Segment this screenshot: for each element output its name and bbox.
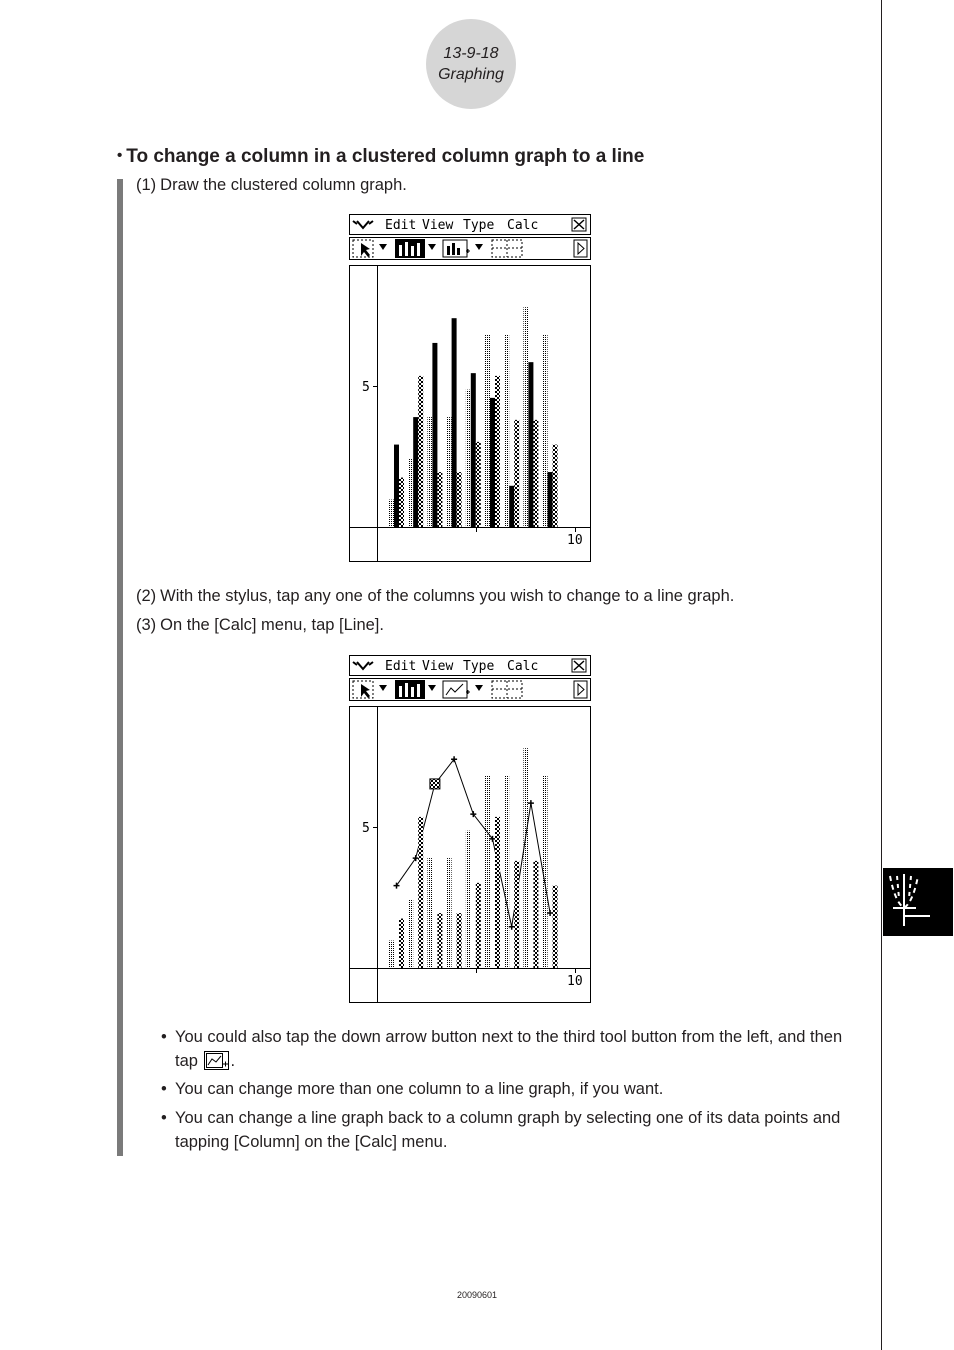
column-bar[interactable]	[543, 335, 548, 527]
column-bar[interactable]	[509, 486, 514, 527]
note-bullet: •	[161, 1109, 167, 1127]
step-1	[136, 176, 407, 195]
step-text: Draw the clustered column graph.	[160, 176, 407, 194]
heading-bullet: •	[117, 147, 123, 164]
column-bar[interactable]	[466, 831, 471, 968]
column-tool-icon[interactable]	[443, 240, 470, 257]
column-bar[interactable]	[523, 307, 528, 527]
note-text-end: .	[230, 1052, 236, 1070]
column-bar[interactable]	[394, 445, 399, 527]
column-bar[interactable]	[437, 472, 442, 527]
x-tick-label: 10	[567, 974, 583, 989]
column-bar[interactable]	[432, 343, 437, 527]
menu-view[interactable]: View	[422, 218, 454, 233]
column-bar[interactable]	[523, 748, 528, 968]
column-bar[interactable]	[447, 417, 452, 527]
x-tick-label: 10	[567, 533, 583, 548]
close-icon[interactable]	[572, 218, 586, 231]
menu-type[interactable]: Type	[463, 659, 495, 674]
column-bar[interactable]	[495, 376, 500, 527]
menu-view[interactable]: View	[422, 659, 454, 674]
column-bar[interactable]	[533, 861, 538, 968]
calculator-screen-1	[349, 213, 592, 564]
y-tick-label: 5	[362, 821, 370, 836]
step-number: (2)	[136, 587, 157, 605]
clustered-column-icon[interactable]	[395, 239, 425, 258]
menu-calc[interactable]: Calc	[507, 659, 539, 674]
column-bar[interactable]	[490, 398, 495, 527]
column-bar[interactable]	[399, 919, 404, 968]
procedure-heading	[117, 146, 644, 168]
close-icon[interactable]	[572, 659, 586, 672]
column-bar[interactable]	[466, 390, 471, 527]
note-text: You can change a line graph back to a column graph by selecting one of its data points and tapping [Column] on the [Calc] menu.	[175, 1109, 841, 1151]
column-bar[interactable]	[427, 858, 432, 968]
step-3	[136, 616, 384, 635]
column-bar[interactable]	[476, 883, 481, 968]
menu-edit[interactable]: Edit	[385, 218, 417, 233]
column-bar[interactable]	[418, 376, 423, 527]
note-text: You could also tap the down arrow button next to the third tool button from the left, and then tap	[175, 1028, 843, 1070]
screen-1-svg	[349, 213, 592, 564]
step-text: On the [Calc] menu, tap [Line].	[160, 616, 384, 634]
clustered-column-icon[interactable]	[395, 680, 425, 699]
page-edge-rule	[881, 0, 882, 1350]
column-bar[interactable]	[471, 373, 476, 527]
column-bar[interactable]	[447, 858, 452, 968]
column-bar[interactable]	[389, 941, 394, 968]
column-bar[interactable]	[457, 913, 462, 968]
column-bar[interactable]	[485, 335, 490, 527]
y-tick-label: 5	[362, 380, 370, 395]
step-number: (1)	[136, 176, 157, 194]
calculator-screen-2	[349, 654, 592, 1005]
column-bar[interactable]	[399, 478, 404, 527]
column-bar[interactable]	[504, 335, 509, 527]
column-bar[interactable]	[548, 472, 553, 527]
page-number: 13-9-18	[443, 45, 499, 62]
column-bar[interactable]	[476, 442, 481, 527]
column-bar[interactable]	[413, 417, 418, 527]
footer-code: 20090601	[456, 1290, 498, 1300]
toolbar	[350, 238, 591, 260]
note-bullet: •	[161, 1080, 167, 1098]
toolbar	[350, 679, 591, 701]
section-name: Graphing	[438, 66, 504, 83]
step-2	[136, 587, 734, 606]
scroll-right-icon[interactable]	[574, 681, 587, 698]
column-bar[interactable]	[553, 886, 558, 968]
scroll-right-icon[interactable]	[574, 240, 587, 257]
column-bar[interactable]	[408, 458, 413, 527]
column-bar[interactable]	[418, 817, 423, 968]
column-bar[interactable]	[408, 899, 413, 968]
line-tool-icon	[204, 1051, 230, 1070]
step-text: With the stylus, tap any one of the columns you wish to change to a line graph.	[160, 587, 735, 605]
chapter-tab	[883, 868, 953, 936]
column-bar[interactable]	[504, 776, 509, 968]
page-number-badge	[426, 19, 516, 109]
column-bar[interactable]	[514, 420, 519, 527]
note-1	[161, 1025, 851, 1073]
note-bullet: •	[161, 1028, 167, 1046]
column-bar[interactable]	[437, 913, 442, 968]
menu-calc[interactable]: Calc	[507, 218, 539, 233]
column-bar[interactable]	[528, 362, 533, 527]
screen-2-svg	[349, 654, 592, 1005]
note-2	[161, 1077, 851, 1101]
column-bar[interactable]	[389, 500, 394, 527]
column-bar[interactable]	[485, 776, 490, 968]
heading-text: To change a column in a clustered column graph to a line	[126, 146, 645, 167]
graph-tab-icon	[883, 868, 953, 936]
column-bar[interactable]	[514, 861, 519, 968]
note-text: You can change more than one column to a line graph, if you want.	[175, 1080, 664, 1098]
column-bar[interactable]	[553, 445, 558, 527]
line-tool-icon[interactable]	[443, 681, 470, 698]
section-bar	[117, 179, 123, 1156]
menu-type[interactable]: Type	[463, 218, 495, 233]
column-bar[interactable]	[533, 420, 538, 527]
menu-edit[interactable]: Edit	[385, 659, 417, 674]
selected-data-point[interactable]	[430, 779, 440, 789]
note-3	[161, 1106, 851, 1154]
column-bar[interactable]	[495, 817, 500, 968]
column-bar[interactable]	[452, 318, 457, 527]
column-bar[interactable]	[427, 417, 432, 527]
step-number: (3)	[136, 616, 157, 634]
column-bar[interactable]	[457, 472, 462, 527]
